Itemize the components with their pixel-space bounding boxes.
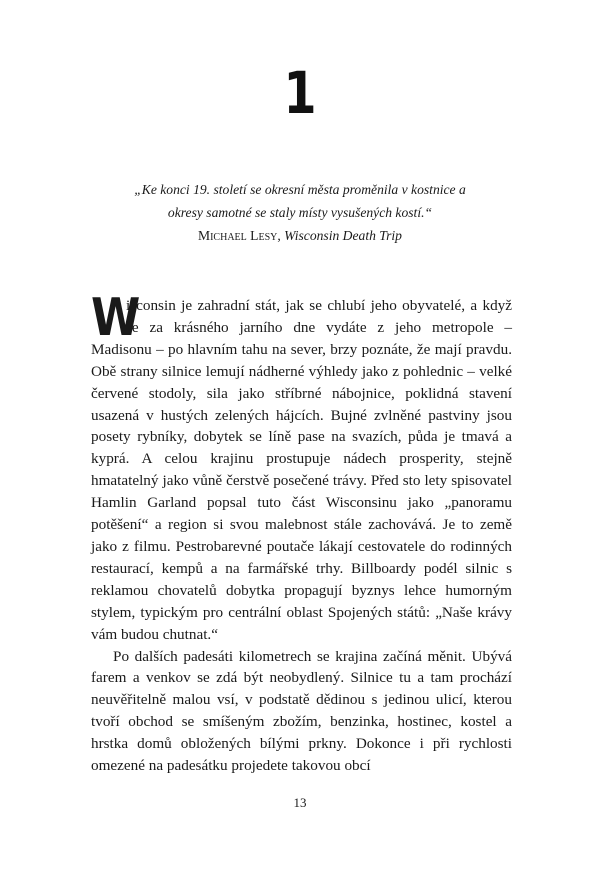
chapter-number: 1 <box>283 59 317 127</box>
paragraph-2: Po dalších padesáti kilometrech se krajina začíná měnit. Ubývá farem a venkov se zdá být neobydlený. Silnice tu a tam prochází neuvěřitelně malou vsí, v podstatě dědinou s jedinou ulicí, kterou tvoří obchod se smíšeným zbožím, benzinka, hostinec, kostel a hrstka domů obložených bílými prkny. Dokonce i při rychlosti omezené na padesátku projedete takovou obcí <box>91 647 512 775</box>
paragraph-1 <box>91 288 512 646</box>
drop-cap: W <box>91 288 141 348</box>
paragraph-1-text: isconsin je zahradní stát, jak se chlubí jeho obyvatelé, a když se za krásného jarního dne vydáte z jeho metropole – Madisonu – po hlavním tahu na sever, brzy poznáte, že mají pravdu. Obě strany silnice lemují nádherné výhledy jako z pohlednic – velké červené stodoly, sila jako stříbrné nábojnice, poklidná stavení usazená v hustých zelených hájcích. Bujné zvlněné pastviny jsou posety rybníky, dobytek se líně pase na svazích, půda je tmavá a kyprá. A celou krajinu prostupuje nádech prosperity, stejně hmatatelný jako vůně čerstvě posečené trávy. Před sto lety spisovatel Hamlin Garland popsal tuto část Wisconsinu jako „panoramu potěšení“ a region si svou malebnost stále zachovává. Je to země jako z filmu. Pestrobarevné poutače lákají cestovatele do rodinných restaurací, kempů a na farmářské trhy. Billboardy podél silnic s reklamou chovatelů dobytka propagují byznys lehce humorným stylem, typickým pro centrální oblast Spojených států: „Naše krávy vám budou chutnat.“ <box>91 297 512 643</box>
epigraph <box>120 178 480 247</box>
epigraph-source <box>120 224 480 247</box>
epigraph-author: Michael Lesy <box>198 228 278 243</box>
chapter-body <box>91 288 512 777</box>
epigraph-work: Wisconsin Death Trip <box>284 228 402 243</box>
page-number: 13 <box>293 795 307 810</box>
epigraph-separator: , <box>277 228 285 243</box>
epigraph-quote: „Ke konci 19. století se okresní města proměnila v kostnice a okresy samotné se staly místy vysušených kostí.“ <box>134 182 466 220</box>
